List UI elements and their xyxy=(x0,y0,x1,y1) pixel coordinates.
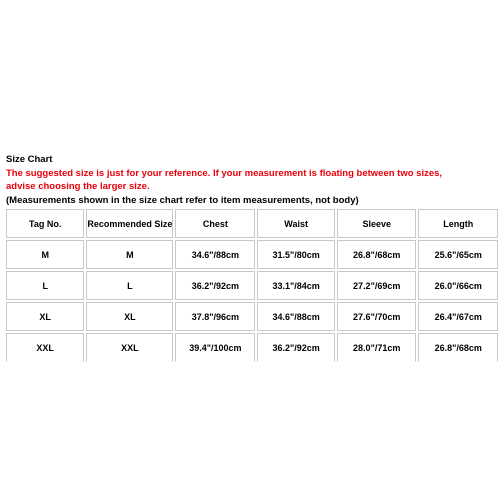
cell-tag-no: XXL xyxy=(6,333,84,362)
cell-sleeve: 28.0"/71cm xyxy=(337,333,417,362)
cell-waist: 36.2"/92cm xyxy=(257,333,335,362)
size-advice-line-1: The suggested size is just for your reference. If your measurement is floating between two sizes, xyxy=(6,167,443,179)
column-header-waist: Waist xyxy=(257,209,335,238)
size-chart-heading xyxy=(6,153,496,207)
cell-recommended-size: L xyxy=(86,271,173,300)
cell-length: 25.6"/65cm xyxy=(418,240,498,269)
cell-length: 26.8"/68cm xyxy=(418,333,498,362)
cell-tag-no: M xyxy=(6,240,84,269)
cell-waist: 34.6"/88cm xyxy=(257,302,335,331)
cell-sleeve: 27.6"/70cm xyxy=(337,302,417,331)
size-chart-table xyxy=(4,207,500,364)
cell-recommended-size: XXL xyxy=(86,333,173,362)
cell-recommended-size: M xyxy=(86,240,173,269)
cell-chest: 37.8"/96cm xyxy=(175,302,255,331)
table-row xyxy=(6,333,498,362)
table-row xyxy=(6,271,498,300)
cell-sleeve: 26.8"/68cm xyxy=(337,240,417,269)
table-row xyxy=(6,302,498,331)
cell-waist: 31.5"/80cm xyxy=(257,240,335,269)
column-header-length: Length xyxy=(418,209,498,238)
size-advice-line-2: advise choosing the larger size. xyxy=(6,181,150,192)
cell-chest: 39.4"/100cm xyxy=(175,333,255,362)
cell-chest: 34.6"/88cm xyxy=(175,240,255,269)
column-header-tag-no: Tag No. xyxy=(6,209,84,238)
cell-tag-no: L xyxy=(6,271,84,300)
cell-chest: 36.2"/92cm xyxy=(175,271,255,300)
cell-waist: 33.1"/84cm xyxy=(257,271,335,300)
cell-length: 26.0"/66cm xyxy=(418,271,498,300)
column-header-chest: Chest xyxy=(175,209,255,238)
table-header-row xyxy=(6,209,498,238)
cell-length: 26.4"/67cm xyxy=(418,302,498,331)
measurement-note: (Measurements shown in the size chart refer to item measurements, not body) xyxy=(6,194,359,206)
cell-recommended-size: XL xyxy=(86,302,173,331)
cell-tag-no: XL xyxy=(6,302,84,331)
table-row xyxy=(6,240,498,269)
size-chart-title: Size Chart xyxy=(6,154,53,165)
column-header-recommended-size: Recommended Size xyxy=(86,209,173,238)
cell-sleeve: 27.2"/69cm xyxy=(337,271,417,300)
column-header-sleeve: Sleeve xyxy=(337,209,417,238)
